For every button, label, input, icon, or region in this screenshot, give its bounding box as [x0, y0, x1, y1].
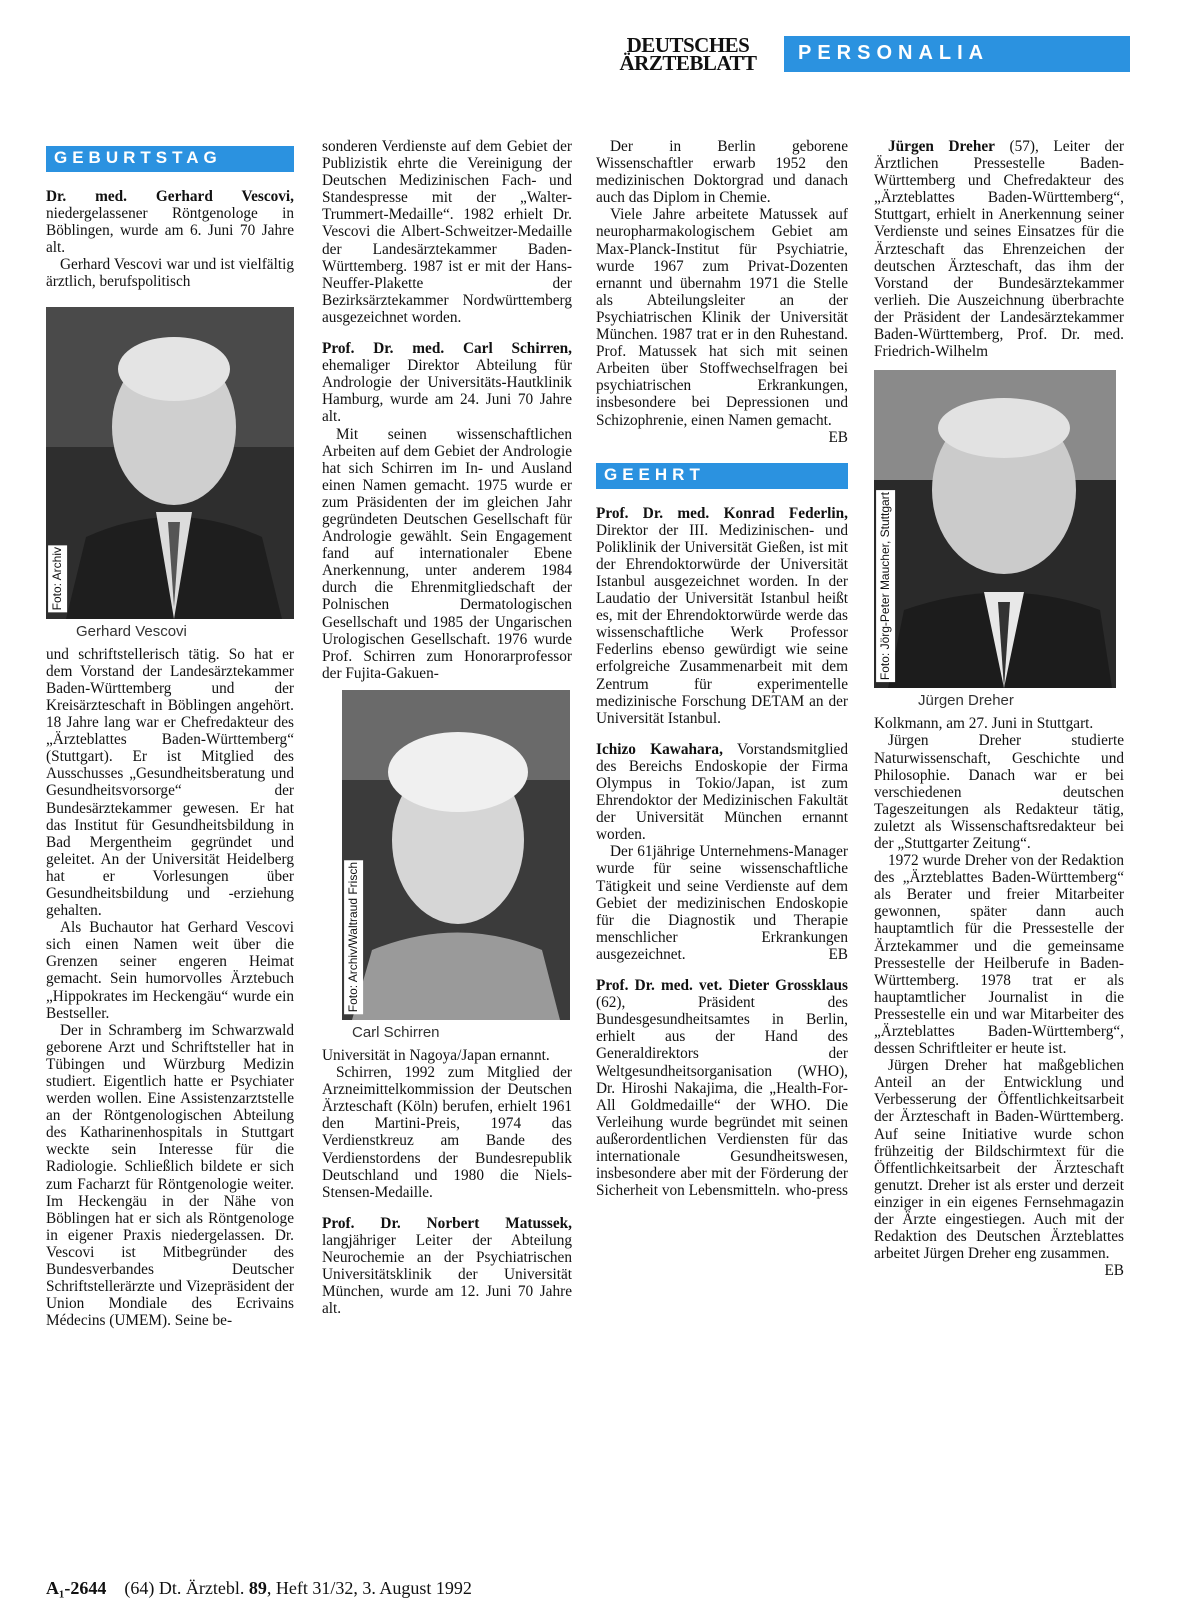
photo-credit: Foto: Archiv [48, 545, 67, 612]
column-1 [46, 146, 294, 1329]
paragraph [322, 1215, 572, 1318]
paragraph [322, 340, 572, 425]
paragraph-text: (57), Leiter der Ärztlichen Pressestelle Baden-Württemberg und Chefredakteur des „Ärzteblattes Baden-Württemberg“, Stuttgart, erhielt in Anerkennung seiner Verdienste und seines Einsatzes für die Ärzteschaft das Ehrenzeichen der deutschen Ärzteschaft, das ihm der Vorstand der Bundesärztekammer verlieh. Die Auszeichnung überbrachte der Präsident der Landesärztekammer Baden-Württemberg, Prof. Dr. med. Friedrich-Wilhelm [874, 138, 1124, 361]
paragraph [596, 206, 848, 446]
paragraph-text: ehemaliger Direktor Abteilung für Andrologie der Universitäts-Hautklinik Hamburg, wurde am 24. Juni 70 Jahre alt. [322, 357, 572, 426]
volume-number: 89 [248, 1578, 267, 1598]
person-name: Prof. Dr. med. Carl Schirren, [322, 340, 572, 358]
page-footer [46, 1578, 472, 1599]
paragraph: Mit seinen wissenschaftlichen Arbeiten auf dem Gebiet der Andrologie hat sich Schirren im In- und Ausland einen Namen gemacht. 1975 wurde er zum Präsidenten der im gleichen Jahr gegründeten Deutschen Gesellschaft für Andrologie gewählt. Sein Engagement fand auf internationaler Ebene Anerkennung, unter anderem 1984 durch die Ehrenmitgliedschaft der Polnischen Dermatologischen Gesellschaft und 1985 der Ungarischen Urologischen Gesellschaft. 1976 wurde Prof. Schirren zum Honorarprofessor der Fujita-Gakuen- [322, 425, 572, 682]
masthead-line-1: DEUTSCHES [626, 33, 750, 57]
issue-date: , Heft 31/32, 3. August 1992 [266, 1578, 472, 1598]
signature: who-press [785, 1182, 848, 1200]
paragraph-text: langjähriger Leiter der Abteilung Neurochemie an der Psychiatrischen Universitätsklinik der Universität München, wurde am 12. Juni 70 Jahre alt. [322, 1231, 572, 1318]
paragraph [596, 505, 848, 727]
portrait-image [342, 690, 570, 1020]
portrait-image [874, 370, 1116, 688]
person-name: Jürgen Dreher [888, 138, 995, 155]
photo-caption: Jürgen Dreher [918, 692, 1014, 710]
paragraph [46, 188, 294, 256]
paragraph: Jürgen Dreher studierte Naturwissenschaft, Geschichte und Philosophie. Danach war er bei verschiedenen deutschen Tageszeitungen als Redakteur tätig, zuletzt als Wissenschaftsredakteur bei der „Stuttgarter Zeitung“. [874, 732, 1124, 852]
signature: EB [1104, 1262, 1124, 1280]
paragraph [874, 1057, 1124, 1280]
paragraph-text: (62), Präsident des Bundesgesundheitsamtes in Berlin, erhielt aus der Hand des Generaldirektors der Weltgesundheitsorganisation (WHO), Dr. Hiroshi Nakajima, die „Health-For-All Goldmedaille“ der WHO. Die Verleihung wurde begründet mit seinen außerordentlichen Verdiensten für das internationale Gesundheitswesen, insbesondere aber mit der Förderung der Sicherheit von Lebensmitteln. [596, 994, 848, 1200]
page-code: A₁-2644 [46, 1578, 107, 1598]
journal-reference: (64) Dt. Ärztebl. [124, 1578, 245, 1598]
paragraph: sonderen Verdienste auf dem Gebiet der Publizistik ehrte die Vereinigung der Deutschen Medizinischen Fach- und Standespresse mit der „Walter-Trummert-Medaille“. 1982 erhielt Dr. Vescovi die Albert-Schweitzer-Medaille der Landesärztekammer Baden-Württemberg. 1987 ist er mit der Hans-Neuffer-Plakette der Bezirksärztekammer Nordwürttemberg ausgezeichnet worden. [322, 138, 572, 326]
paragraph: Als Buchautor hat Gerhard Vescovi sich einen Namen weit über die Grenzen seiner engeren Heimat gemacht. Sein humorvolles Ärztebuch „Hippokrates im Heckengäu“ wurde ein Bestseller. [46, 919, 294, 1022]
column-2 [322, 138, 572, 1317]
masthead-logo [604, 33, 772, 75]
person-name: Ichizo Kawahara, [596, 740, 723, 758]
paragraph-text: Viele Jahre arbeitete Matussek auf neuropharmakologischem Gebiet am Max-Planck-Institut für Psychiatrie, wurde 1967 zum Privat-Dozenten ernannt und übernahm 1971 die Stelle als Abteilungsleiter an der Psychiatrischen Klinik der Universität München. 1987 trat er in den Ruhestand. Prof. Matussek hat sich mit seinen Arbeiten über Stoffwechselfragen bei psychiatrischen Erkrankungen, insbesondere bei Depressionen und Schizophrenie, einen Namen gemacht. [596, 206, 848, 429]
paragraph: Der in Berlin geborene Wissenschaftler erwarb 1952 den medizinischen Doktorgrad und danach auch das Diplom in Chemie. [596, 138, 848, 207]
person-name: Dr. med. Gerhard Vescovi, [46, 188, 294, 205]
masthead-line-2: ÄRZTEBLATT [619, 51, 757, 75]
section-title: PERSONALIA [784, 36, 1130, 72]
paragraph-text: Jürgen Dreher hat maßgeblichen Anteil an der Entwicklung und Verbesserung der Öffentlichkeitsarbeit der Ärzteschaft in Baden-Württemberg. Auf seine Initiative wurde schon frühzeitig der Bildschirmtext für die Öffentlichkeitsarbeit der Ärzteschaft genutzt. Dreher ist als erster und derzeit einziger in ein eigenes Fernsehmagazin der Ärzte eingestiegen. Auch mit der Redaktion des Deutschen Ärzteblattes arbeitet Jürgen Dreher eng zusammen. [874, 1057, 1124, 1263]
paragraph [596, 977, 848, 1199]
paragraph-text: Vorstandsmitglied des Bereichs Endoskopie der Firma Olympus in Tokio/Japan, ist zum Ehrendoktor der Medizinischen Fakultät der Universität München ernannt worden. [596, 740, 848, 844]
portrait-photo-schirren [342, 690, 570, 1020]
paragraph [596, 741, 848, 844]
heading-geehrt: GEEHRT [596, 463, 848, 489]
paragraph: 1972 wurde Dreher von der Redaktion des „Ärzteblattes Baden-Württemberg“ als Berater und freier Mitarbeiter gewonnen, später dann auch hauptamtlich für die Pressestelle der Ärztekammer und die gemeinsame Pressestelle der Heilberufe in Baden-Württemberg. 1978 trat er als hauptamtlicher Journalist in die Pressestelle ein und war Mitarbeiter des „Ärzteblattes Baden-Württemberg“, dessen Schriftleiter er heute ist. [874, 852, 1124, 1058]
paragraph-text: Der 61jährige Unternehmens-Manager wurde für seine wissenschaftliche Tätigkeit und seine Verdienste auf dem Gebiet der medizinischen Endoskopie für die Diagnostik und Therapie menschlicher Erkrankungen ausgezeichnet. [596, 843, 848, 963]
signature: EB [828, 945, 848, 963]
photo-caption: Carl Schirren [352, 1023, 440, 1041]
portrait-photo-dreher [874, 370, 1116, 688]
photo-caption: Gerhard Vescovi [76, 622, 187, 640]
paragraph [874, 138, 1124, 360]
paragraph: Universität in Nagoya/Japan ernannt. [322, 1047, 550, 1064]
paragraph: Gerhard Vescovi war und ist vielfältig ärztlich, berufspolitisch [46, 256, 294, 291]
person-name: Prof. Dr. med. vet. Dieter Grossklaus [596, 977, 848, 995]
signature: EB [828, 428, 848, 446]
heading-geburtstag: GEBURTSTAG [46, 146, 294, 172]
paragraph: Schirren, 1992 zum Mitglied der Arzneimittelkommission der Deutschen Ärzteschaft (Köln) berufen, erhielt 1961 den Martini-Preis, 1974 das Verdienstkreuz am Bande des Verdienstordens der Bundesrepublik Deutschland und 1980 die Niels-Stensen-Medaille. [322, 1064, 572, 1201]
photo-credit: Foto: Jörg-Peter Maucher, Stuttgart [876, 490, 895, 682]
paragraph: und schriftstellerisch tätig. So hat er dem Vorstand der Landesärztekammer Baden-Württemberg und der Kreisärzteschaft in Böblingen angehört. 18 Jahre lang war er Chefredakteur des „Ärzteblattes Baden-Württemberg“ (Stuttgart). Er ist Mitglied des Ausschusses „Gesundheitsberatung und Gesundheitsvorsorge“ der Bundesärztekammer gewesen. Er hat das Institut für Gesundheitsbildung in Bad Mergentheim gegründet und geleitet. An der Universität Heidelberg hat er Vorlesungen über Gesundheitsbildung und -erziehung gehalten. [46, 645, 294, 920]
person-name: Prof. Dr. Norbert Matussek, [322, 1214, 572, 1232]
photo-credit: Foto: Archiv/Waltraud Frisch [344, 860, 363, 1014]
column-3 [596, 138, 848, 1199]
paragraph: Der in Schramberg im Schwarzwald geborene Arzt und Schriftsteller hat in Tübingen und Würzburg Medizin studiert. Eigentlich hatte er Psychiater werden wollen. Eine Assistenzarztstelle an der Röntgenologischen Abteilung des Katharinenhospitals in Stuttgart weckte sein Interesse für die Radiologie. Schließlich bildete er sich zum Facharzt für Röntgenologie weiter. Im Heckengäu in der Nähe von Böblingen hat er sich als Röntgenologe in eigener Praxis niedergelassen. Dr. Vescovi ist Mitbegründer des Bundesverbandes Deutscher Schriftstellerärzte und Vizepräsident der Union Mondiale des Ecrivains Médecins (UMEM). Seine be- [46, 1021, 294, 1330]
paragraph [596, 843, 848, 963]
paragraph-text: niedergelassener Röntgenologe in Böblingen, wurde am 6. Juni 70 Jahre alt. [46, 205, 294, 257]
person-name: Prof. Dr. med. Konrad Federlin, [596, 504, 848, 522]
portrait-image [46, 307, 294, 619]
paragraph: Kolkmann, am 27. Juni in Stuttgart. [874, 715, 1094, 733]
portrait-photo-vescovi [46, 307, 294, 619]
paragraph-text: Direktor der III. Medizinischen- und Poliklinik der Universität Gießen, ist mit der Ehrendoktorwürde der Universität Istanbul ausgezeichnet worden. In der Laudatio der Universität Istanbul heißt es, mit der Ehrendoktorwürde werde das wissenschaftliche Werk Professor Federlins ebenso gewürdigt wie seine erfolgreiche Zusammenarbeit mit dem Zentrum für experimentelle medizinische Forschung DETAM an der Universität Istanbul. [596, 521, 848, 727]
column-4 [874, 138, 1124, 1279]
